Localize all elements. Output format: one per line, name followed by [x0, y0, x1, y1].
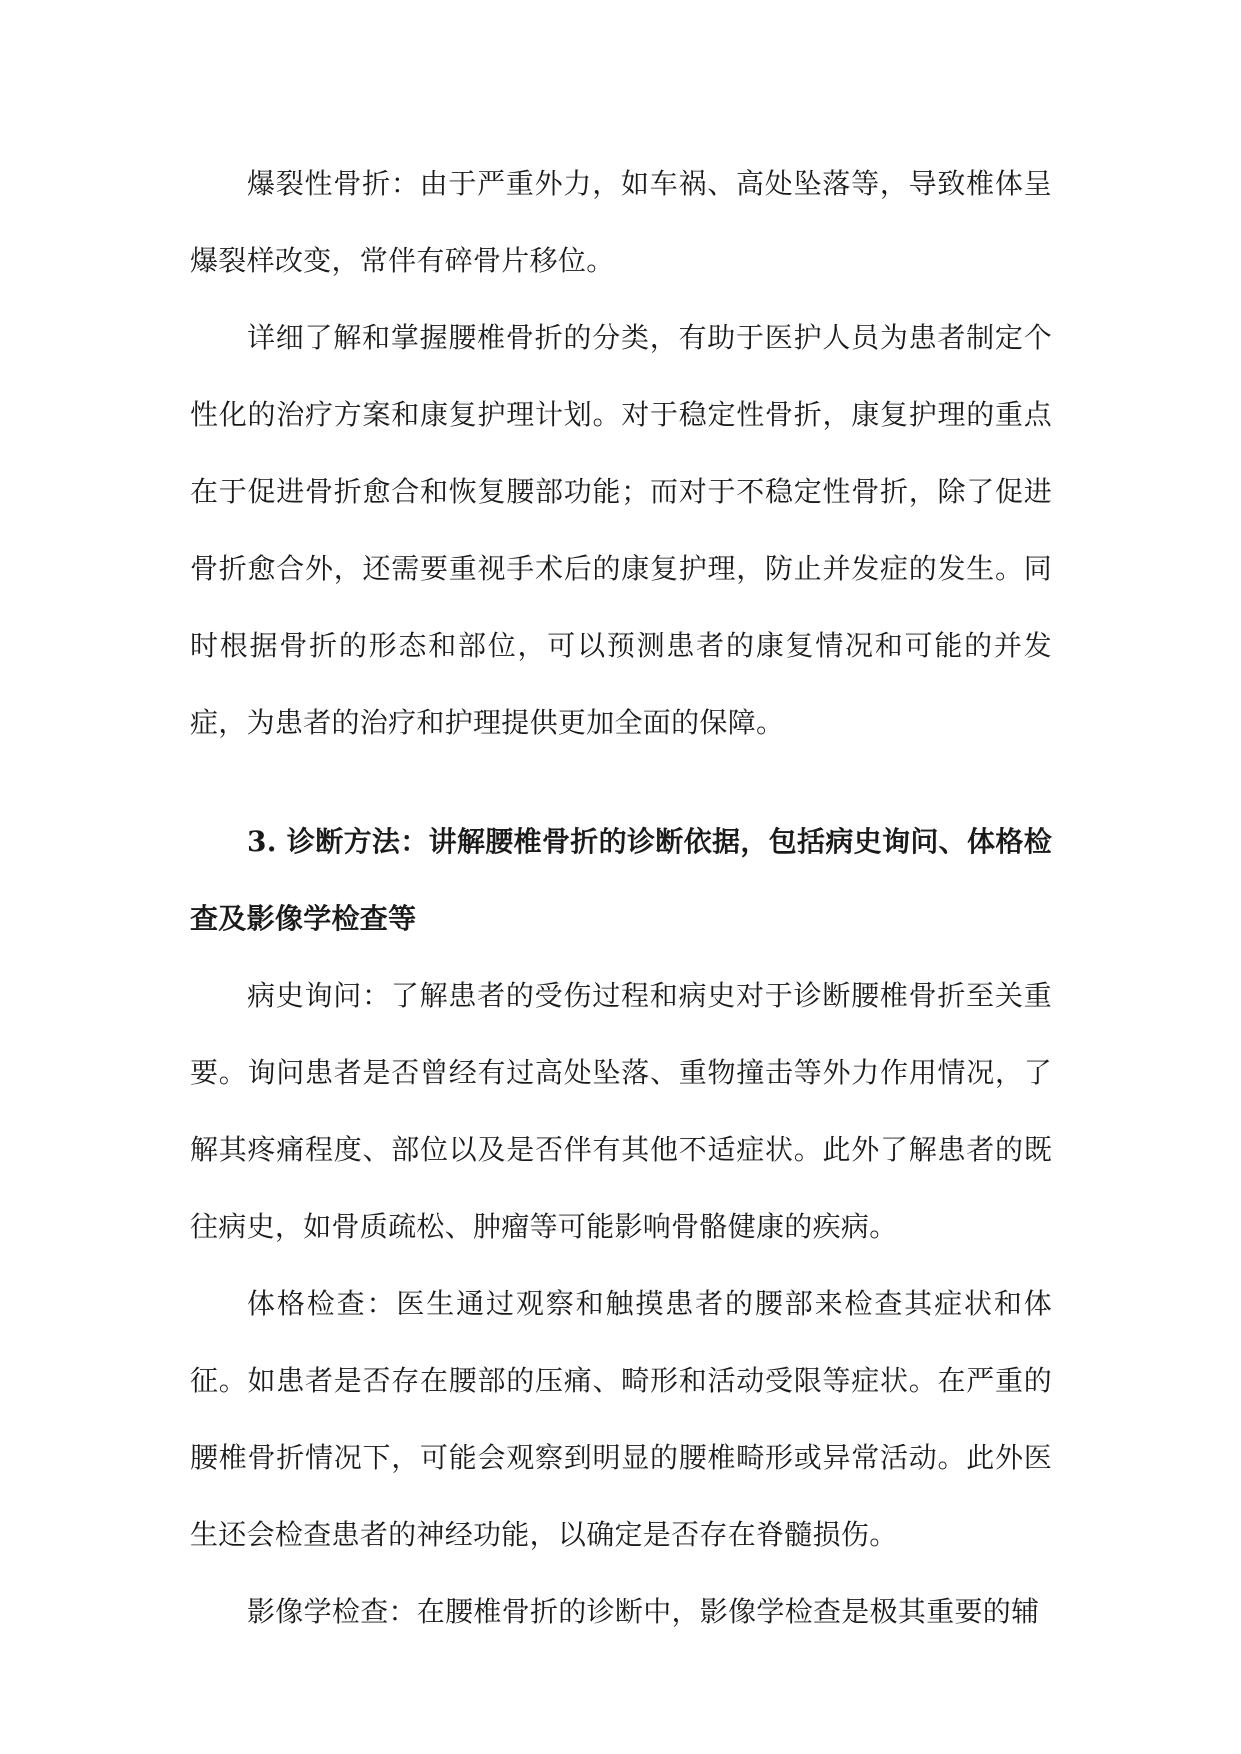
document-page	[190, 145, 1052, 1650]
paragraph-classification-summary: 详细了解和掌握腰椎骨折的分类，有助于医护人员为患者制定个性化的治疗方案和康复护理计划。对于稳定性骨折，康复护理的重点在于促进骨折愈合和恢复腰部功能；而对于不稳定性骨折，除了促进骨折愈合外，还需要重视手术后的康复护理，防止并发症的发生。同时根据骨折的形态和部位，可以预测患者的康复情况和可能的并发症，为患者的治疗和护理提供更加全面的保障。	[190, 321, 1052, 739]
paragraph-history-inquiry: 病史询问：了解患者的受伤过程和病史对于诊断腰椎骨折至关重要。询问患者是否曾经有过高处坠落、重物撞击等外力作用情况，了解其疼痛程度、部位以及是否伴有其他不适症状。此外了解患者的既往病史，如骨质疏松、肿瘤等可能影响骨骼健康的疾病。	[190, 979, 1052, 1243]
section-heading-diagnosis: 3. 诊断方法：讲解腰椎骨折的诊断依据，包括病史询问、体格检查及影像学检查等	[190, 825, 1052, 935]
paragraph-physical-exam: 体格检查：医生通过观察和触摸患者的腰部来检查其症状和体征。如患者是否存在腰部的压痛、畸形和活动受限等症状。在严重的腰椎骨折情况下，可能会观察到明显的腰椎畸形或异常活动。此外医生还会检查患者的神经功能，以确定是否存在脊髓损伤。	[190, 1287, 1052, 1551]
paragraph-burst-fracture: 爆裂性骨折：由于严重外力，如车祸、高处坠落等，导致椎体呈爆裂样改变，常伴有碎骨片移位。	[190, 167, 1052, 277]
paragraph-imaging-exam: 影像学检查：在腰椎骨折的诊断中，影像学检查是极其重要的辅	[247, 1595, 1040, 1628]
